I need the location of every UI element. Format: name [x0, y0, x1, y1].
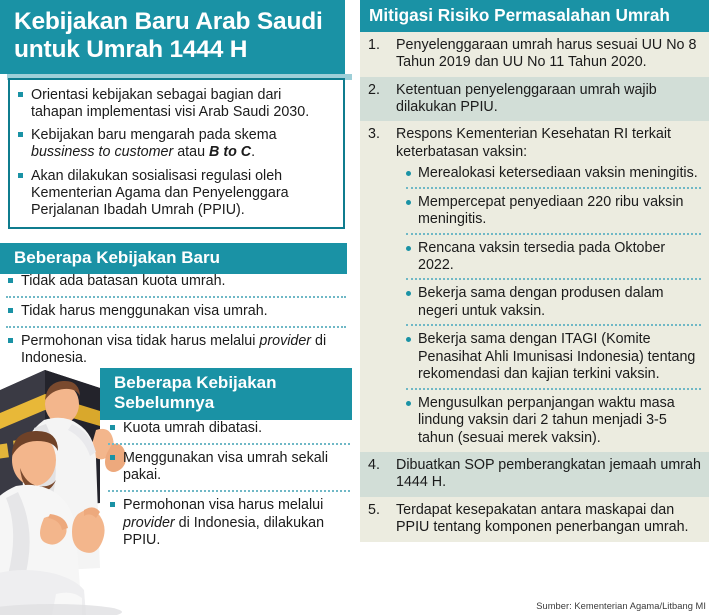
kebijakan-sebelumnya-item-text [123, 450, 328, 483]
intro-1-run-4: . [251, 144, 256, 161]
kebijakan-sebelumnya-item-text [123, 420, 262, 436]
kebijakan-sebelumnya-list [108, 420, 350, 549]
dot-bullet-icon [406, 291, 411, 296]
mitigasi-item [360, 121, 709, 452]
dotted-separator [108, 490, 350, 492]
mitigasi-sub-item [406, 240, 701, 275]
mitigasi-sub-item [406, 395, 701, 447]
mitigasi-sub-item-text: Merealokasi ketersediaan vaksin meningitis. [418, 165, 698, 182]
mitigasi-item [360, 77, 709, 122]
dot-bullet-icon [406, 200, 411, 205]
dotted-separator [6, 326, 346, 328]
mitigasi-sub-item-text: Bekerja sama dengan produsen dalam negeri untuk vaksin. [418, 285, 664, 319]
mitigasi-numbered-list [360, 32, 709, 542]
mitigasi-item [360, 452, 709, 497]
intro-1-run-0: Kebijakan baru mengarah pada skema [31, 127, 277, 144]
kebijakan-sebelumnya-2-run-2: di Indonesia, dilakukan PPIU. [123, 514, 325, 548]
page-title-line-2: untuk Umrah 1444 H [14, 36, 248, 64]
mitigasi-sub-item-text: Mengusulkan perpanjangan waktu masa lindung vaksin dari 2 tahun menjadi 3-5 tahun (sesuai merek vaksin). [418, 394, 675, 446]
mitigasi-item-text: Dibuatkan SOP pemberangkatan jemaah umrah 1444 H. [396, 456, 701, 491]
kebijakan-sebelumnya-item [108, 450, 350, 484]
dot-bullet-icon [406, 401, 411, 406]
kebijakan-baru-1-run-0: Tidak harus menggunakan visa umrah. [21, 303, 268, 320]
kebijakan-sebelumnya-0-run-0: Kuota umrah dibatasi. [123, 420, 263, 436]
mitigasi-sub-list [396, 165, 701, 447]
mitigasi-item-text: Respons Kementerian Kesehatan RI terkait keterbatasan vaksin: [396, 126, 671, 160]
mitigasi-item-text: Ketentuan penyelenggaraan umrah wajib dilakukan PPIU. [396, 81, 657, 115]
mitigasi-sub-item [406, 285, 701, 320]
kebijakan-baru-0-run-0: Tidak ada batasan kuota umrah. [21, 273, 226, 289]
mitigasi-item [360, 497, 709, 542]
section-header-kebijakan-baru [0, 243, 347, 274]
mitigasi-item-number: 3. [368, 126, 380, 143]
intro-item-text [31, 87, 309, 120]
kebijakan-sebelumnya-item [108, 420, 350, 437]
section-header-sebelumnya-line-1: Beberapa Kebijakan [114, 373, 277, 392]
intro-0-run-0: Orientasi kebijakan sebagai bagian dari tahapan implementasi visi Arab Saudi 2030. [31, 87, 310, 121]
dotted-separator [406, 278, 701, 280]
intro-item [16, 168, 335, 219]
section-header-sebelumnya-line-2: Sebelumnya [114, 393, 215, 413]
intro-item-text [31, 168, 289, 218]
dot-bullet-icon [406, 246, 411, 251]
mitigasi-sub-item [406, 194, 701, 229]
right-column [360, 0, 709, 615]
section-header-kebijakan-baru-label: Beberapa Kebijakan Baru [14, 248, 220, 267]
dotted-separator [6, 296, 346, 298]
square-bullet-icon [8, 338, 13, 343]
section-header-mitigasi-risiko [360, 0, 709, 32]
square-bullet-icon [110, 425, 115, 430]
square-bullet-icon [18, 92, 23, 97]
kebijakan-baru-2-run-0: Permohonan visa tidak harus melalui [21, 333, 260, 350]
intro-list [16, 87, 335, 219]
square-bullet-icon [110, 455, 115, 460]
kebijakan-baru-item-text [21, 303, 268, 319]
kebijakan-sebelumnya-2-run-0: Permohonan visa harus melalui [123, 497, 324, 514]
kebijakan-baru-item [6, 303, 346, 320]
dotted-separator [108, 443, 350, 445]
mitigasi-sub-item-text: Mempercepat penyediaan 220 ribu vaksin meningitis. [418, 193, 684, 228]
intro-item [16, 127, 335, 161]
intro-1-run-3: B to C [209, 144, 252, 161]
intro-item-text [31, 127, 277, 160]
mitigasi-sub-item-text: Rencana vaksin tersedia pada Oktober 2022. [418, 239, 666, 274]
intro-policy-box [8, 78, 345, 229]
kebijakan-sebelumnya-item [108, 497, 350, 548]
square-bullet-icon [110, 502, 115, 507]
square-bullet-icon [18, 173, 23, 178]
intro-item [16, 87, 335, 121]
mitigasi-item-text: Penyelenggaraan umrah harus sesuai UU No 8 Tahun 2019 dan UU No 11 Tahun 2020. [396, 36, 697, 71]
mitigasi-sub-item [406, 331, 701, 383]
mitigasi-item-text: Terdapat kesepakatan antara maskapai dan PPIU tentang komponen penerbangan umrah. [396, 501, 689, 536]
kebijakan-sebelumnya-item-text [123, 497, 324, 547]
intro-1-run-1: bussiness to customer [31, 144, 174, 161]
intro-2-run-0: Akan dilakukan sosialisasi regulasi oleh Kementerian Agama dan Penyelenggara Perjalanan Ibadah Umrah (PPIU). [31, 167, 289, 218]
mitigasi-item-number: 4. [368, 456, 380, 473]
mitigasi-sub-item-text: Bekerja sama dengan ITAGI (Komite Penasihat Ahli Imunisasi Indonesia) tentang rekomendasi dan kajian terkini vaksin. [418, 331, 696, 383]
source-credit: Sumber: Kementerian Agama/Litbang MI [536, 601, 706, 611]
section-header-kebijakan-sebelumnya [100, 368, 352, 420]
kebijakan-sebelumnya-1-run-0: Menggunakan visa umrah sekali pakai. [123, 450, 329, 484]
kebijakan-baru-list-wrap [6, 273, 346, 368]
dotted-separator [406, 187, 701, 189]
left-column [0, 0, 352, 615]
kebijakan-baru-2-run-1: provider [259, 333, 312, 350]
kebijakan-baru-item [6, 333, 346, 367]
page-title-line-1: Kebijakan Baru Arab Saudi [14, 8, 323, 35]
intro-1-run-2: atau [173, 144, 210, 161]
square-bullet-icon [8, 278, 13, 283]
kebijakan-baru-2-run-2: di Indonesia. [21, 333, 327, 367]
mitigasi-item-number: 1. [368, 36, 380, 53]
mitigasi-sub-item [406, 165, 701, 182]
kebijakan-baru-item-text [21, 273, 226, 289]
square-bullet-icon [8, 308, 13, 313]
kebijakan-sebelumnya-2-run-1: provider [123, 514, 175, 531]
dotted-separator [406, 388, 701, 390]
mitigasi-item-number: 2. [368, 81, 380, 98]
page-title [0, 0, 345, 74]
dot-bullet-icon [406, 171, 411, 176]
dot-bullet-icon [406, 337, 411, 342]
kebijakan-sebelumnya-list-wrap [108, 420, 350, 549]
section-header-mitigasi-label: Mitigasi Risiko Permasalahan Umrah [369, 5, 670, 25]
kebijakan-baru-item-text [21, 333, 326, 366]
main-title-block [0, 0, 345, 80]
mitigasi-item [360, 32, 709, 77]
kebijakan-baru-item [6, 273, 346, 290]
kebijakan-baru-list [6, 273, 346, 368]
dotted-separator [406, 233, 701, 235]
square-bullet-icon [18, 132, 23, 137]
dotted-separator [406, 324, 701, 326]
mitigasi-item-number: 5. [368, 501, 380, 518]
